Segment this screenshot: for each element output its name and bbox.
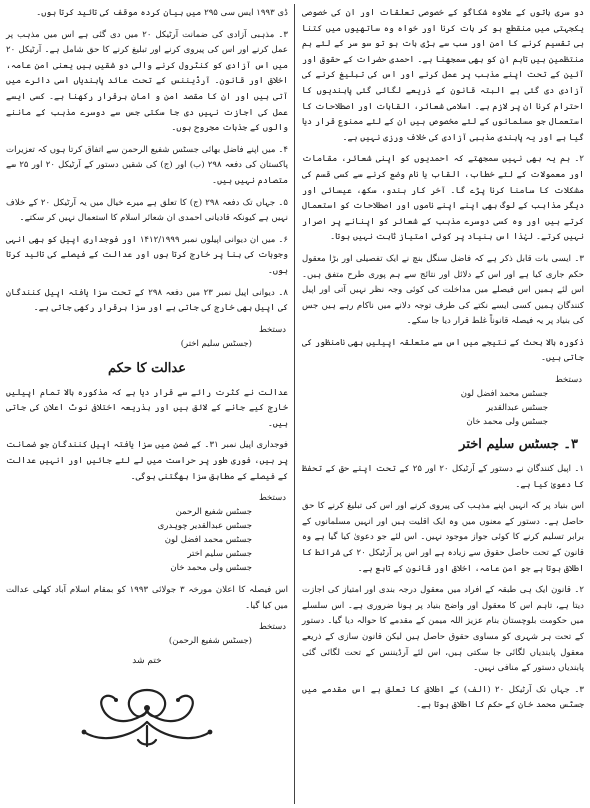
signatory-name: جسٹس ولی محمد خان	[466, 417, 548, 428]
court-order-heading: عدالت کا حکم	[108, 360, 186, 376]
signature-label: دستخط	[554, 375, 582, 386]
paragraph: ڈی ۱۹۹۳ ایس سی ۲۹۵ میں بیان کردہ موقف کی تائید کرتا ہوں۔	[36, 8, 288, 18]
decorative-ornament-icon	[72, 682, 222, 752]
left-column	[6, 6, 288, 752]
paragraph: فوجداری اپیل نمبر ۳۱۔ کے ضمن میں سزا یافتہ اپیل کنندگان جو ضمانت پر ہیں، فوری طور پر حراست میں لے لئے جائیں اور انہیں عدالت کے فیصلے کے مطابق سزا بھگتنی ہوگی۔	[6, 440, 289, 482]
signatory-name: جسٹس سلیم اختر	[187, 549, 252, 560]
signatory-name: (جسٹس سلیم اختر)	[180, 338, 252, 349]
paragraph: دو سری باتوں کے علاوہ شکاگو کے خصوصی تعلقات اور ان کی خصوصی یکجہتی میں منقطع ہو کر بات کرنا اور خواہ وہ ساتھیوں میں کتنا ہی تقسیم کرنے کا امن اور سب سے بڑی بات ہو تو سو سر کے لئے ہم منتظمین ہیں تاہم ان کو بھی سمجھنا ہے۔ احمدی حضرات کے حقوق اور آئین کے تحت اپنے مذہب پر عمل کرنے اور اس کی تبلیغ کرنے کی آزادی دی گئی ہے البتہ قانون کے ذریعے لگائی گئی پابندیوں کا احترام کرنا ان پر لازم ہے۔ اسلامی شعائر، القابات اور اصطلاحات کا استعمال جو مسلمانوں کے لئے مخصوص ہیں ان کے لئے ممنوع قرار دیا گیا ہے اور یہ پابندی مذہبی آزادی کی خلاف ورزی نہیں ہے۔	[302, 8, 584, 143]
announcement-text: اس فیصلہ کا اعلان مورخہ ۳ جولائی ۱۹۹۳ کو بمقام اسلام آباد کھلی عدالت میں کیا گیا۔	[6, 585, 288, 611]
paragraph: ۴۔ میں اپنے فاضل بھائی جسٹس شفیع الرحمن سے اتفاق کرتا ہوں کہ تعزیرات پاکستان کی دفعہ ۲۹۸ (ب) اور (ج) کی شقیں دستور کے آرٹیکل ۲۰ اور ۲۵ سے متصادم نہیں ہیں۔	[6, 144, 289, 186]
end-marker-label: ختم شد	[132, 656, 162, 667]
column-divider	[294, 4, 295, 804]
signatory-name: جسٹس عبدالقدیر چوہدری	[157, 521, 252, 532]
signatory-name: جسٹس عبدالقدیر	[486, 403, 548, 414]
signatory-name: جسٹس ولی محمد خان	[170, 563, 252, 574]
signature-block	[6, 491, 288, 575]
paragraph: ۳۔ جہاں تک آرٹیکل ۲۰ (الف) کے اطلاق کا تعلق ہے اس مقدمے میں جسٹس محمد خان کے حکم کا اطلاق ہوتا ہے۔	[302, 684, 584, 711]
paragraph: ذکورہ بالا بحث کے نتیجے میں اس سے متعلقہ اپیلیں بھی نامنظور کی جاتی ہیں۔	[302, 337, 584, 364]
paragraph: ۱۔ اپیل کنندگان نے دستور کے آرٹیکل ۲۰ اور ۲۵ کے تحت اپنے حق کے تحفظ کا دعویٰ کیا ہے۔	[302, 464, 585, 490]
signatory-name: (جسٹس شفیع الرحمن)	[168, 636, 252, 647]
signature-block	[6, 620, 288, 648]
signature-block	[6, 323, 288, 351]
paragraph: ۳۔ مذہبی آزادی کی ضمانت آرٹیکل ۲۰ میں دی گئی ہے اس میں مذہب پر عمل کرنے اور اس کی پیروی کرنے اور تبلیغ کرنے کا حق شامل ہے۔ آرٹیکل ۲۰ میں اس آزادی کو کنٹرول کرنے والی دو شقیں ہیں یعنی امن عامہ، اخلاق اور قانون۔ آرڈیننس کے تحت عائد پابندیاں اسی دائرے میں آتی ہیں اور ان کا مقصد امن و امان برقرار رکھنا ہے۔ کسی ایسے عمل کی اجازت نہیں دی جا سکتی جس سے دوسرے مذہب کے ماننے والوں کے جذبات مجروح ہوں۔	[6, 29, 288, 134]
signature-label: دستخط	[258, 324, 286, 335]
paragraph: ۸۔ دیوانی اپیل نمبر ۲۳ میں دفعہ ۲۹۸ کے تحت سزا یافتہ اپیل کنندگان کی اپیل بھی خارج کی جاتی ہے اور سزا برقرار رکھی جاتی ہے۔	[6, 287, 289, 314]
section-heading: ۳۔ جسٹس سلیم اختر	[459, 437, 578, 453]
paragraph: عدالت نے کثرت رائے سے قرار دیا ہے کہ مذکورہ بالا تمام اپیلیں خارج کیے جانے کے لائق ہیں اور بذریعہ اختلافی نوٹ اعلان کی جاتی ہیں۔	[6, 387, 288, 429]
paragraph: ۲۔ ہم یہ بھی نہیں سمجھتے کہ احمدیوں کو اپنی شعائر، مقامات اور معمولات کے لئے خطاب، القاب یا نام وضع کرنے سے کسی قسم کی مشکلات کا سامنا کرنا پڑے گا۔ آخر کار ہندو، سکھ، عیسائی اور دیگر مذاہب کے لوگ بھی اپنے اپنے ناموں اور اصطلاحات کو استعمال کرتے ہیں اور وہ کسی دوسرے مذہب کے شعائر کو اپنانے پر اصرار نہیں کرتے۔ لہٰذا اس بنیاد پر کوئی امتیاز ثابت نہیں ہوتا۔	[302, 154, 584, 243]
signature-block	[302, 373, 584, 429]
paragraph: ۶۔ میں ان دیوانی اپیلوں نمبر ۱۴۱۲/۱۹۹۹ اور فوجداری اپیل کو بھی انہی وجوہات کی بنا پر خارج کرتا ہوں اور عدالت کے فیصلے کی تائید کرتا ہوں۔	[6, 234, 288, 276]
right-column	[302, 6, 584, 720]
signatory-name: جسٹس محمد افضل لون	[164, 535, 252, 546]
signature-label: دستخط	[258, 493, 286, 504]
signatory-name: جسٹس محمد افضل لون	[460, 389, 548, 400]
paragraph: اس بنیاد پر کہ انہیں اپنے مذہب کی پیروی کرنے اور اس کی تبلیغ کرنے کا حق حاصل ہے۔ دستور کے معنوں میں وہ ایک اقلیت ہیں اور انہیں مسلمانوں کے برابر تسلیم کرنے کا کوئی جواز موجود نہیں۔ اس لئے جو دعویٰ کیا گیا ہے وہ قانون کے تحت حاصل حقوق سے زیادہ ہے اور اس پر آرٹیکل ۲۰ کی شرائط کا اطلاق ہوتا ہے جو امن عامہ، اخلاق اور قانون کے تابع ہے۔	[302, 501, 585, 574]
paragraph: ۵۔ جہاں تک دفعہ ۲۹۸ (ج) کا تعلق ہے میرے خیال میں یہ آرٹیکل ۲۰ کے خلاف نہیں ہے کیونکہ قادیانی احمدی ان شعائر اسلام کا استعمال نہیں کر سکتے۔	[6, 197, 288, 224]
paragraph: ۳۔ ایسی بات قابل ذکر ہے کہ فاضل سنگل بنچ نے ایک تفصیلی اور بڑا معقول حکم جاری کیا ہے اور اس کے دلائل اور نتائج سے ہم پوری طرح متفق ہیں۔ اس لئے ہمیں اس فیصلے میں مداخلت کی کوئی وجہ نظر نہیں آتی اور اپیل کنندگان ہمیں کسی ایسے نکتے کی طرف توجہ دلانے میں ناکام رہے ہیں جس کی بنیاد پر یہ فیصلہ قانوناً غلط قرار دیا جا سکے۔	[302, 253, 584, 327]
signatory-name: جسٹس شفیع الرحمن	[175, 507, 252, 518]
signature-label: دستخط	[258, 622, 286, 633]
paragraph: ۲۔ قانون ایک ہی طبقہ کے افراد میں معقول درجہ بندی اور امتیاز کی اجازت دیتا ہے، تاہم اس کا معقول اور واضح بنیاد پر ہونا ضروری ہے۔ اس سلسلے میں حکومت بلوچستان بنام عزیز اللہ میمن کے مقدمے کا حوالہ دیا گیا۔ دستور کے تحت ہر شہری کو مساوی حقوق حاصل ہیں لیکن قانون سازی کے ذریعے معقول پابندیاں لگائی جا سکتی ہیں، اس لئے آرڈیننس کے تحت لگائی گئی پابندیاں دستور کے منافی نہیں۔	[302, 585, 584, 674]
